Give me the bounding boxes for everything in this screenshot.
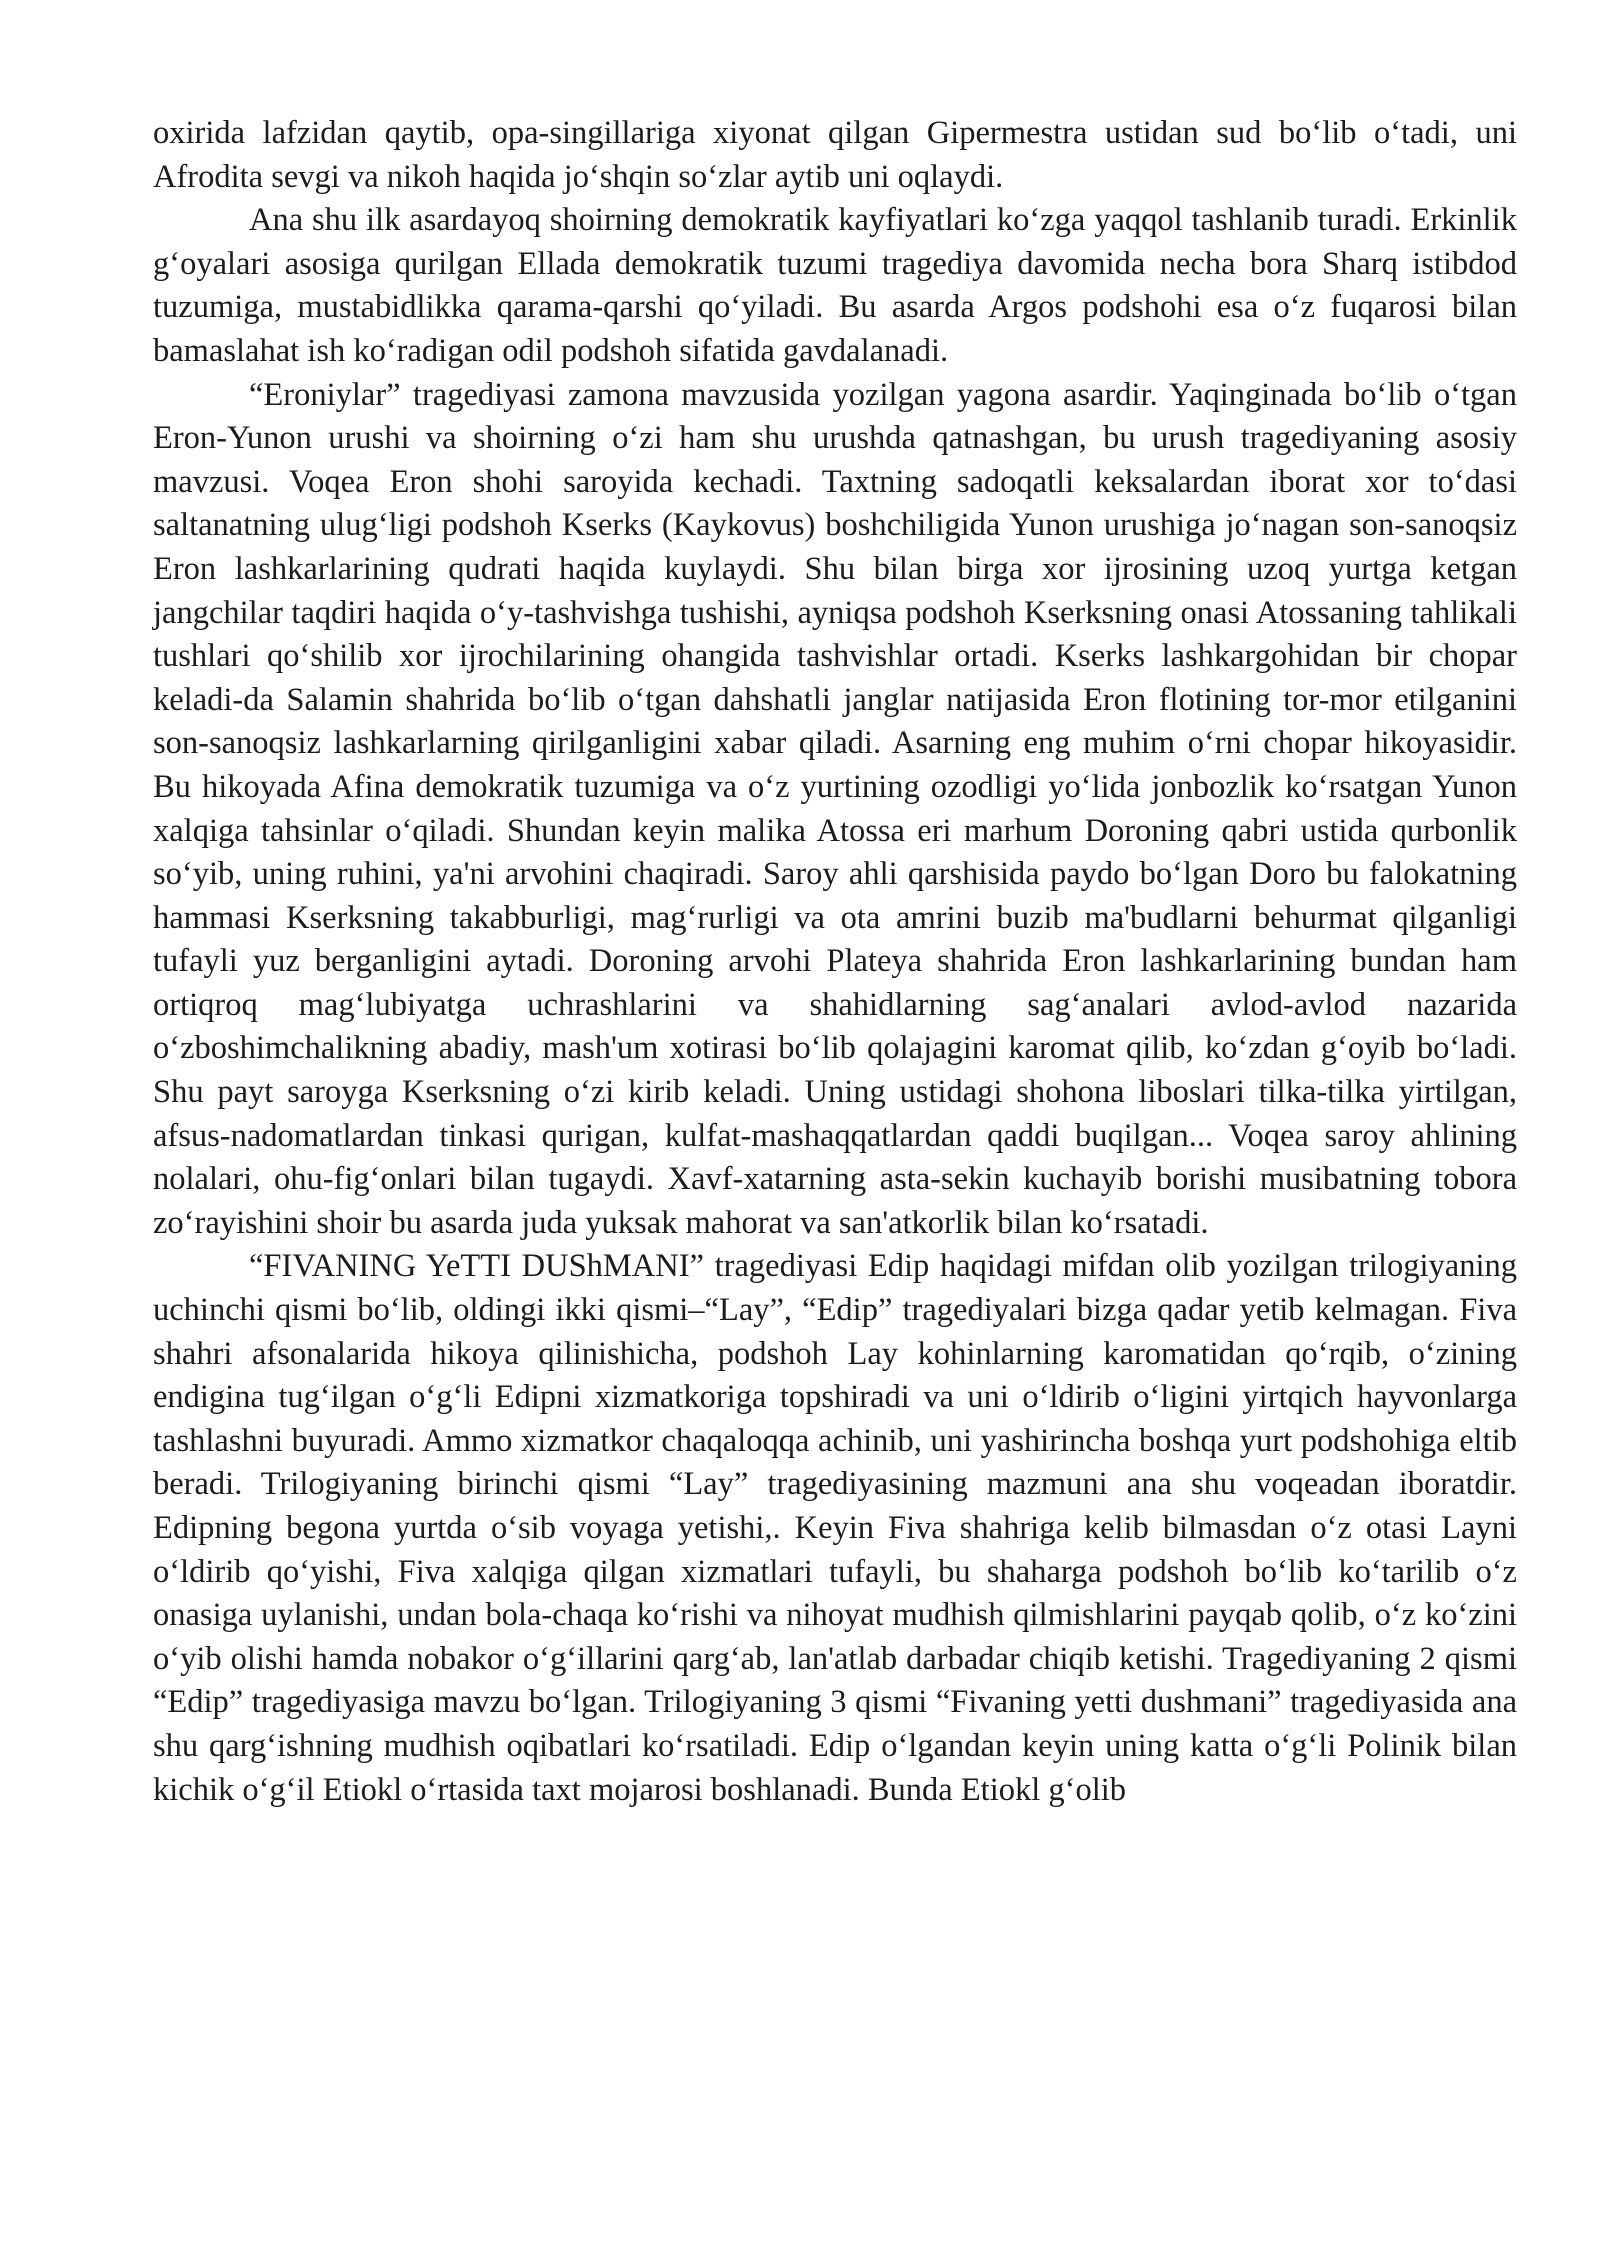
paragraph-gipermestra-ending: oxirida lafzidan qaytib, opa-singillariga xiyonat qilgan Gipermestra ustidan sud boʻlib oʻtadi, uni Afrodita sevgi va nikoh haqida joʻshqin soʻzlar aytib uni oqlaydi. (153, 115, 1517, 195)
paragraph-democratic-mood: Ana shu ilk asardayoq shoirning demokratik kayfiyatlari koʻzga yaqqol tashlanib turadi. Erkinlik gʻoyalari asosiga qurilgan Ellada demokratik tuzumi tragediya davomida necha bora Sharq istibdod tuzumiga, mustabidlikka qarama-qarshi qoʻyiladi. Bu asarda Argos podshohi esa oʻz fuqarosi bilan bamaslahat ish koʻradigan odil podshoh sifatida gavdalanadi. (153, 202, 1517, 369)
document-page (153, 112, 1517, 1812)
paragraph-fivaning-yetti-dushmani: “FIVANING YeTTI DUShMANI” tragediyasi Edip haqidagi mifdan olib yozilgan trilogiyaning uchinchi qismi boʻlib, oldingi ikki qismi–“Lay”, “Edip” tragediyalari bizga qadar yetib kelmagan. Fiva shahri afsonalarida hikoya qilinishicha, podshoh Lay kohinlarning karomatidan qoʻrqib, oʻzining endigina tugʻilgan oʻgʻli Edipni xizmatkoriga topshiradi va uni oʻldirib oʻligini yirtqich hayvonlarga tashlashni buyuradi. Ammo xizmatkor chaqaloqqa achinib, uni yashirincha boshqa yurt podshohiga eltib beradi. Trilogiyaning birinchi qismi “Lay” tragediyasining mazmuni ana shu voqeadan iboratdir. Edipning begona yurtda oʻsib voyaga yetishi,. Keyin Fiva shahriga kelib bilmasdan oʻz otasi Layni oʻldirib qoʻyishi, Fiva xalqiga qilgan xizmatlari tufayli, bu shaharga podshoh boʻlib koʻtarilib oʻz onasiga uylanishi, undan bola-chaqa koʻrishi va nihoyat mudhish qilmishlarini payqab qolib, oʻz koʻzini oʻyib olishi hamda nobakor oʻgʻillarini qargʻab, lan'atlab darbadar chiqib ketishi. Tragediyaning 2 qismi “Edip” tragediyasiga mavzu boʻlgan. Trilogiyaning 3 qismi “Fivaning yetti dushmani” tragediyasida ana shu qargʻishning mudhish oqibatlari koʻrsatiladi. Edip oʻlgandan keyin uning katta oʻgʻli Polinik bilan kichik oʻgʻil Etiokl oʻrtasida taxt mojarosi boshlanadi. Bunda Etiokl gʻolib (153, 1248, 1517, 1808)
paragraph-eroniylar: “Eroniylar” tragediyasi zamona mavzusida yozilgan yagona asardir. Yaqinginada boʻlib oʻtgan Eron-Yunon urushi va shoirning oʻzi ham shu urushda qatnashgan, bu urush tragediyaning asosiy mavzusi. Voqea Eron shohi saroyida kechadi. Taxtning sadoqatli keksalardan iborat xor toʻdasi saltanatning ulugʻligi podshoh Kserks (Kaykovus) boshchiligida Yunon urushiga joʻnagan son-sanoqsiz Eron lashkarlarining qudrati haqida kuylaydi. Shu bilan birga xor ijrosining uzoq yurtga ketgan jangchilar taqdiri haqida oʻy-tashvishga tushishi, ayniqsa podshoh Kserksning onasi Atossaning tahlikali tushlari qoʻshilib xor ijrochilarining ohangida tashvishlar ortadi. Kserks lashkargohidan bir chopar keladi-da Salamin shahrida boʻlib oʻtgan dahshatli janglar natijasida Eron flotining tor-mor etilganini son-sanoqsiz lashkarlarning qirilganligini xabar qiladi. Asarning eng muhim oʻrni chopar hikoyasidir. Bu hikoyada Afina demokratik tuzumiga va oʻz yurtining ozodligi yoʻlida jonbozlik koʻrsatgan Yunon xalqiga tahsinlar oʻqiladi. Shundan keyin malika Atossa eri marhum Doroning qabri ustida qurbonlik soʻyib, uning ruhini, ya'ni arvohini chaqiradi. Saroy ahli qarshisida paydo boʻlgan Doro bu falokatning hammasi Kserksning takabburligi, magʻrurligi va ota amrini buzib ma'budlarni behurmat qilganligi tufayli yuz berganligini aytadi. Doroning arvohi Plateya shahrida Eron lashkarlarining bundan ham ortiqroq magʻlubiyatga uchrashlarini va shahidlarning sagʻanalari avlod-avlod nazarida oʻzboshimchalikning abadiy, mash'um xotirasi boʻlib qolajagini karomat qilib, koʻzdan gʻoyib boʻladi. Shu payt saroyga Kserksning oʻzi kirib keladi. Uning ustidagi shohona liboslari tilka-tilka yirtilgan, afsus-nadomatlardan tinkasi qurigan, kulfat-mashaqqatlardan qaddi buqilgan... Voqea saroy ahlining nolalari, ohu-figʻonlari bilan tugaydi. Xavf-xatarning asta-sekin kuchayib borishi musibatning tobora zoʻrayishini shoir bu asarda juda yuksak mahorat va san'atkorlik bilan koʻrsatadi. (153, 376, 1517, 1241)
